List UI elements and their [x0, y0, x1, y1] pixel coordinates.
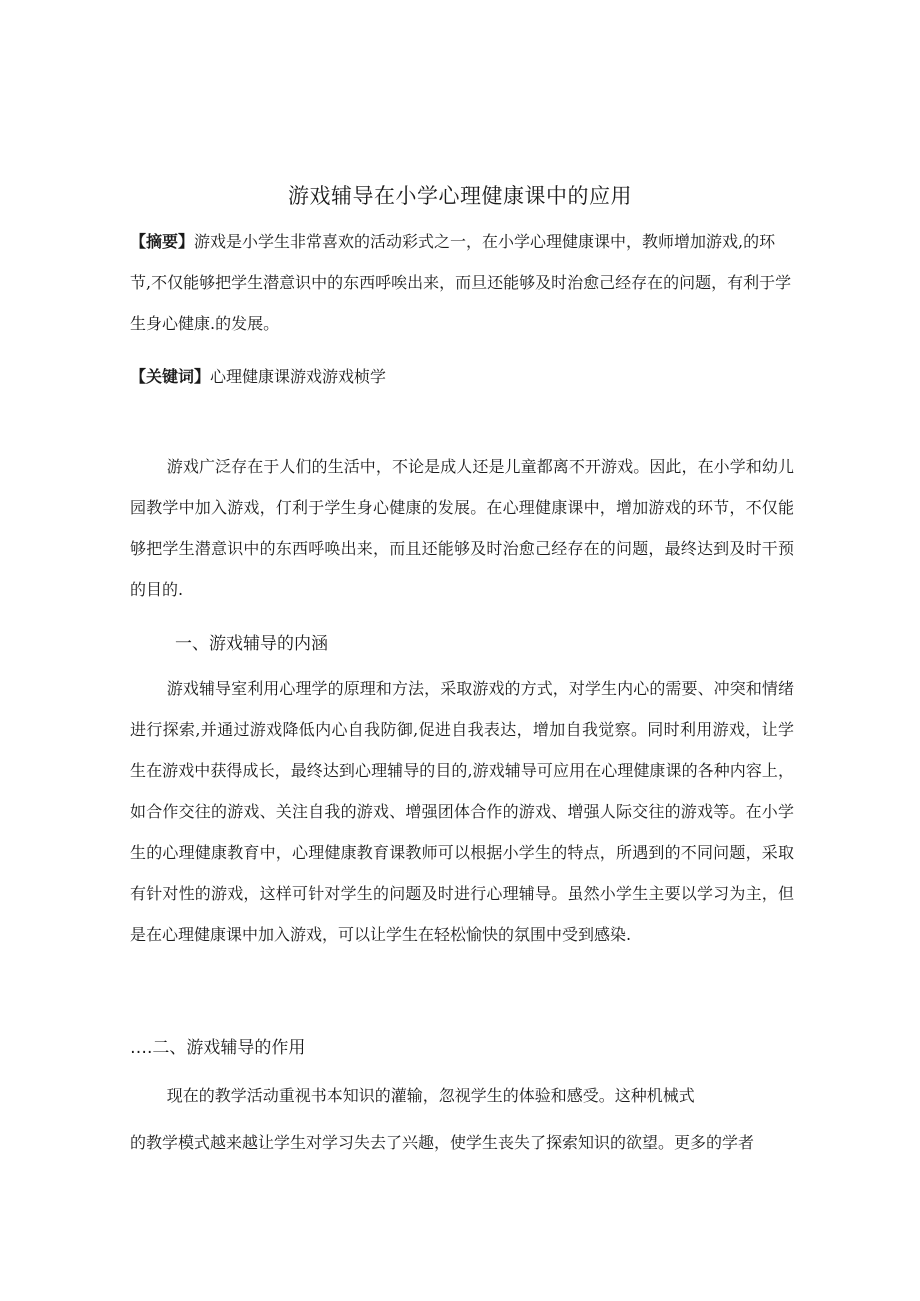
section1-paragraph: 游戏辅导室利用心理学的原理和方法，采取游戏的方式，对学生内心的需要、冲突和情绪进行探索,并通过游戏降低内心自我防御,促进自我表达，增加自我觉察。同时利用游戏，让学生在游戏中获得成长，最终达到心理辅导的目的,游戏辅导可应用在心理健康课的各种内容上，如合作交往的游戏、关注自我的游戏、增强团体合作的游戏、增强人际交往的游戏等。在小学生的心理健康教育中，心理健康教育课教师可以根据小学生的特点，所遇到的不同问题，采取有针对性的游戏，这样可针对学生的问题及时进行心理辅导。虽然小学生主要以学习为主，但是在心理健康课中加入游戏，可以让学生在轻松愉快的氛围中受到感染.	[130, 679, 794, 944]
abstract-label: 【摘要】	[130, 232, 195, 251]
document-title: 游戏辅导在小学心理健康课中的应用	[288, 184, 632, 208]
intro-paragraph: 游戏广泛存在于人们的生活中，不论是成人还是儿童都离不开游戏。因此，在小学和幼儿园教学中加入游戏，仃利于学生身心健康的发展。在心理健康课中，增加游戏的环节，不仅能够把学生潜意识中的东西呼唤出来，而且还能够及时治愈己经存在的问题，最终达到及时干预的目的.	[130, 457, 794, 599]
section1-heading: 一、游戏辅导的内涵	[175, 634, 328, 654]
section2-heading: ….二、游戏辅导的作用	[130, 1038, 306, 1058]
abstract	[130, 221, 794, 344]
keywords-label: 【关键词】	[130, 367, 211, 386]
keywords-text: 心理健康课游戏游戏桢学	[210, 367, 387, 386]
keywords	[130, 356, 794, 397]
section2-line-2: 的教学模式越来越让学生对学习失去了兴趣，使学生丧失了探索知识的欲望。更多的学者	[130, 1133, 755, 1152]
abstract-text: 游戏是小学生非常喜欢的活动彩式之一，在小学心理健康课中，教师增加游戏,的环节,不仅能够把学生潜意识中的东西呼唉出来，而旦还能够及时治愈己经存在的问题，有利于学生身心健康.的发展。	[130, 232, 792, 333]
section2-line-1: 现在的教学活动重视书本知识的灌输，忽视学生的体验和感受。这种机械式	[166, 1086, 695, 1105]
